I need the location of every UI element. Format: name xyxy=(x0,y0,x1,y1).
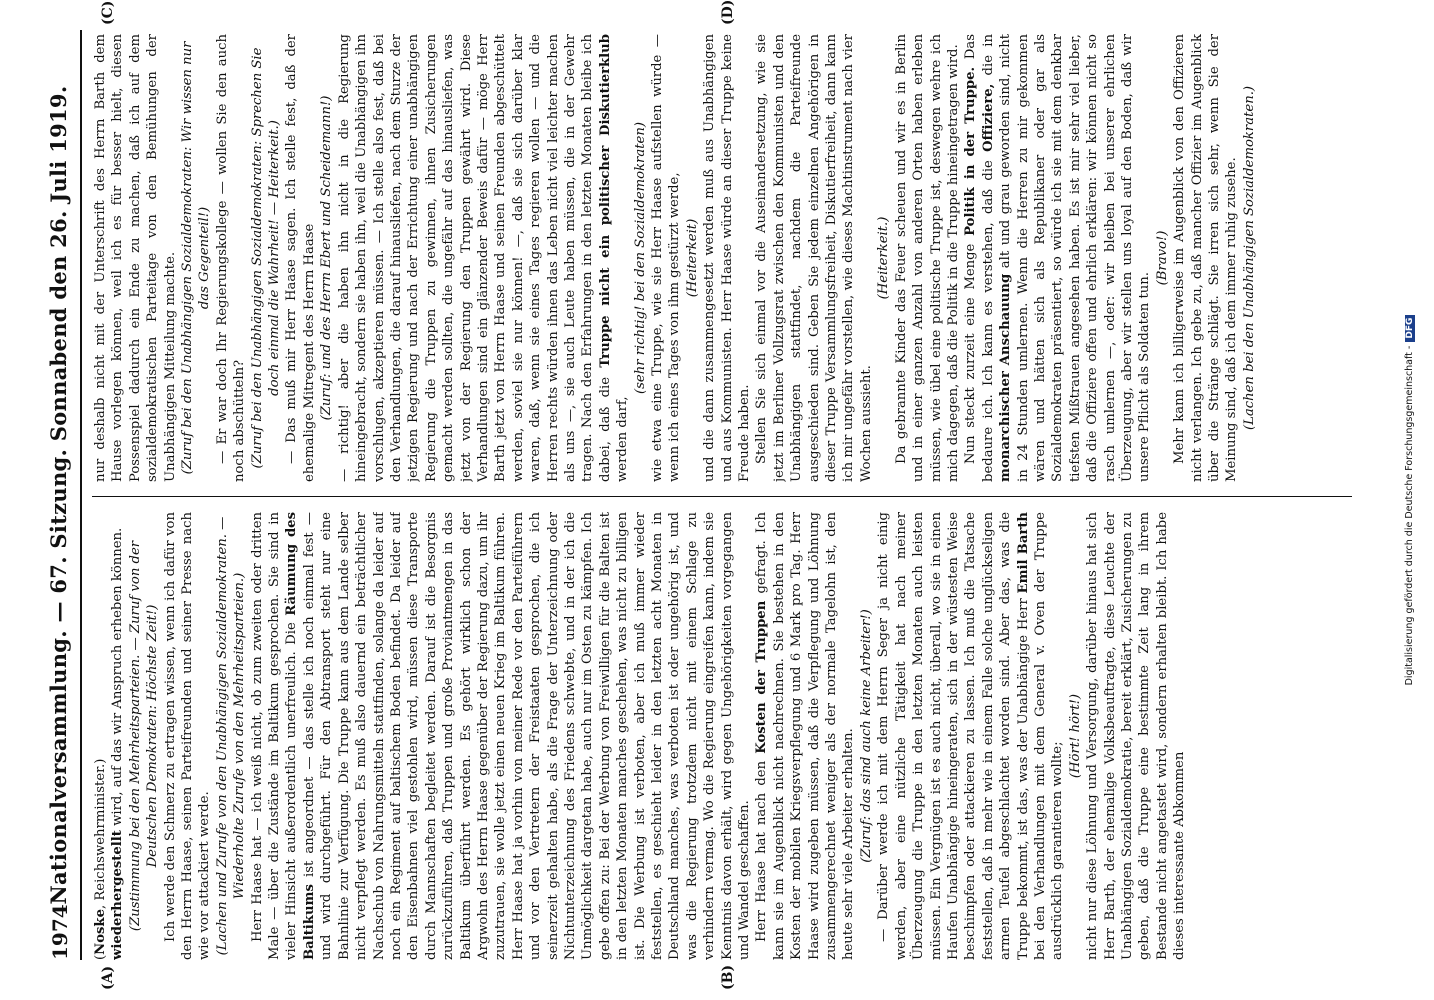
emphasized-text: Kosten der Truppen xyxy=(754,600,770,754)
text-run: Das bedaure ich. Ich kann es verstehen, daß die xyxy=(963,34,996,482)
text-run: (Zuruf: das sind auch keine Arbeiter!) xyxy=(858,609,874,863)
paragraph xyxy=(336,34,632,482)
text-run: bei den Verhandlungen mit dem General v. Oven der Truppe ausdrücklich garantieren wollte; xyxy=(1032,512,1066,960)
paragraph xyxy=(753,512,857,960)
stage-direction xyxy=(1241,34,1258,482)
emphasized-text: monarchischer Anschauung xyxy=(998,273,1014,482)
stage-direction xyxy=(1067,512,1084,960)
stage-direction xyxy=(684,34,701,482)
text-run: Stellen Sie sich einmal vor die Auseinandersetzung, wie sie jetzt im Berliner Vollzugsrat zwischen den Kommunisten und den Unabhängigen stattfindet, nachdem die Parteifreunde ausgeschieden sind. Geben Sie jedem einzelnen Angehörigen in dieser Truppe Versammlungsfreiheit, Diskutierfreiheit, dann kann ich mir ungefähr vorstellen, wie dieses Machtinstrument nach vier Wochen aussieht. xyxy=(754,34,874,482)
digitization-credit-text xyxy=(1404,10,1426,990)
text-run: Nun steckt zurzeit eine Menge xyxy=(963,235,979,464)
emphasized-text: Offiziere, xyxy=(980,83,996,152)
text-run: die in xyxy=(980,34,996,84)
digitization-credit xyxy=(1404,10,1426,990)
stage-direction xyxy=(179,34,214,482)
text-run: — Das muß mir Herr Haase sagen. Ich stelle fest, daß der ehemalige Mitregent des Herrn Haase xyxy=(284,34,317,482)
left-text-column xyxy=(92,512,1352,960)
text-run: (Zustimmung bei den Mehrheitsparteien. — Zuruf von der Deutschen Demokraten: Höchste Zeit!) xyxy=(127,540,161,932)
text-run: Herr Haase hat nach den xyxy=(754,753,770,942)
text-run: nicht nur diese Löhnung und Versorgung, darüber hinaus hat sich Herr Barth, der ehemalige Volksbeauftragte, diese Leuchte der Unabhängigen Sozialdemokratie, bereit erklärt, Zusicherungen zu geben, daß die Truppe eine bestimmte Zeit lang in ihrem Bestande nicht angetastet wird, sondern erhalten bleibt. Ich habe dieses interessante Abkommen xyxy=(1085,512,1188,960)
stage-direction xyxy=(632,34,649,482)
margin-mark-d: (D) xyxy=(720,0,736,25)
page-number: 1974 xyxy=(48,904,72,960)
text-run: (Hört! hört!) xyxy=(1067,693,1083,779)
margin-mark-a: (A) xyxy=(100,965,116,990)
text-run: Da gebrannte Kinder das Feuer scheuen und wir es in Berlin und in einer ganzen Anzahl von anderen Orten haben erleben müssen, wie übel eine politische Truppe ist, deswegen wehre ich mich dagegen, daß die Politik in die Truppe hineingetragen wird. xyxy=(893,34,961,482)
text-run: (Lachen und Zurufe von den Unabhängigen Sozialdemokraten. — Wiederholte Zurufe von den Mehrheitsparteien.) xyxy=(214,516,248,956)
text-run: und die dann zusammengesetzt werden muß aus Unabhängigen und aus Kommunisten. Herr Haase würde an dieser Truppe keine Freude haben. xyxy=(702,34,753,482)
paragraph xyxy=(875,512,1066,960)
newspaper-page xyxy=(40,0,1370,990)
stage-direction xyxy=(1154,34,1171,482)
stage-direction xyxy=(858,512,875,960)
paragraph xyxy=(249,512,754,960)
text-run: (Zuruf bei den Unabhängigen Sozialdemokraten: Sprechen Sie doch einmal die Wahrheit! — Heiterkeit.) xyxy=(249,47,283,469)
text-run: — richtig! aber die haben ihn nicht in die Regierung hineingebracht, sondern sie haben ihn, weil die Unabhängigen ihn vorschlugen, akzeptieren müssen. — Ich stelle also fest, daß bei den Verhandlungen, die darauf hinausliefen, nach dem Sturze der jetzigen Regierung und nach der Errichtung einer unabhängigen Regierung die Truppen zu gewinnen, ihnen Zusicherungen gemacht werden sollten, die ungefähr auf das hinausliefen, was jetzt von der Regierung den Truppen gewährt wird. Diese Verhandlungen sind ein glänzender Beweis dafür — möge Herr Barth jetzt von Herrn Haase und seinen Freunden abgeschüttelt werden, soviel sie nur können! —, daß sie sich darüber klar waren, daß, wenn sie eines Tages regieren wollen — und die Herren rechts würden ihnen das Leben nicht viel leichter machen als uns —, sie auch Leute haben müssen, die in der Gewehr tragen. Nach den Erfahrungen in den letzten Monaten bleibe ich dabei, daß die xyxy=(336,34,613,482)
paragraph xyxy=(701,34,753,482)
text-run: (Heiterkeit.) xyxy=(876,216,892,300)
paragraph xyxy=(92,512,109,960)
dfg-logo: DFG xyxy=(1405,315,1415,342)
running-title: Nationalversammlung. — 67. Sitzung. Sonnabend den 26. Juli 1919. xyxy=(46,85,71,905)
text-run: (Zuruf bei den Unabhängigen Sozialdemokraten: Wir wissen nur das Gegenteil!) xyxy=(180,41,213,475)
emphasized-text: Truppe nicht ein politischer Diskutierklub xyxy=(597,34,613,368)
stage-direction xyxy=(875,34,892,482)
text-run: ist angeordnet — das stelle ich noch einmal fest — und wird durchgeführt. Für den Abtransport steht nur eine Bahnlinie zur Verfügung. Die Truppe kann aus dem Lande selber nicht verpflegt werden. Es muß also dauernd ein beträchtlicher Nachschub von Nahrungsmitteln stattfinden, solange da leider auf noch ein Regiment auf baltischem Boden befindet. Da leider auf den Eisenbahnen viel gestohlen wird, müssen diese Transporte durch Mannschaften begleitet werden. Darauf ist die Besorgnis zurückzuführen, daß Truppen und große Proviantmengen in das Baltikum überführt werden. Es gehört wirklich schon der Argwohn des Herrn Haase gegenüber der Regierung dazu, um ihr zuzutrauen, sie wolle jetzt einen neuen Krieg im Baltikum führen. Herr Haase hat ja vorhin von meiner Rede vor den Parteiführern und vor den Vertretern der Freistaaten gesprochen, die ich seinerzeit gehalten habe, als die Frage der Unterzeichnung oder Nichtunterzeichnung des Friedens schwebte, und in der ich die Unmöglichkeit dargetan habe, auch nur im Osten zu kämpfen. Ich gebe offen zu: Bei der Werbung von Freiwilligen für die Balten ist in den letzten Monaten manches geschehen, was nicht zu billigen ist. Die Werbung ist verboten, aber ich muß immer wieder feststellen, es geschieht leider in den letzten acht Monaten in Deutschland manches, was verboten ist oder ungehörig ist, und was die Regierung trotzdem nicht mit einem Schlage zu verhindern vermag. Wo die Regierung eingreifen kann, indem sie Kenntnis davon erhält, wird gegen Ungehörigkeiten vorgegangen und Wandel geschaffen. xyxy=(301,512,753,960)
paragraph xyxy=(753,34,875,482)
text-run: — Darüber werde ich mit dem Herrn Seger ja nicht einig werden, aber eine nützliche Tätigkeit hat nach meiner Überzeugung die Truppe in den letzten Monaten auch leisten müssen. Ein Vergnügen ist es auch nicht, überall, wo sie in einen Haufen Unabhängige hineingeraten, sich in der wüstesten Weise beschimpfen oder attackieren zu lassen. Ich muß die Tatsache feststellen, daß in mehr wie in einem Falle solche unglückseligen armen Teufel abgeschlachtet worden sind. Aber das, was die Truppe bekommt, ist das, was der Unabhängige Herr xyxy=(876,512,1031,960)
column-divider xyxy=(92,496,1352,497)
speaker-name: Noske xyxy=(93,909,108,955)
text-run: wird, auf das wir Anspruch erheben können. xyxy=(110,527,126,831)
text-run: Mehr kann ich billigerweise im Augenblick von den Offizieren nicht verlangen. Ich gebe zu, daß mancher Offizier im Augenblick über die Stränge schlägt. Sie irren sich sehr, wenn Sie der Meinung sind, daß ich dem immer ruhig zusehe. xyxy=(1172,34,1240,482)
stage-direction xyxy=(318,34,335,482)
emphasized-text: Emil Barth xyxy=(1015,512,1031,594)
margin-mark-b: (B) xyxy=(720,964,736,990)
text-run: (Heiterkeit) xyxy=(684,218,700,298)
text-run: Ich werde den Schmerz zu ertragen wissen, wenn ich dafür von den Herrn Haase, seinen Parteifreunden und seiner Presse nach wie vor attackiert werde. xyxy=(162,512,213,960)
paragraph xyxy=(1084,512,1188,960)
paragraph xyxy=(109,512,126,960)
paragraph xyxy=(962,34,1153,482)
text-run: nur deshalb nicht mit der Unterschrift des Herrn Barth dem Hause vorlegen können, weil ich es für besser hielt, diesen Possenspiel dadurch ein Ende zu machen, daß ich auf dem sozialdemokratischen Parteitage von den Bemühungen der Unabhängigen Mitteilung machte. xyxy=(93,34,178,482)
stage-direction xyxy=(249,34,284,482)
paragraph xyxy=(162,512,214,960)
margin-mark-c: (C) xyxy=(100,0,116,25)
text-run: — Er war doch Ihr Regierungskollege — wollen Sie den auch noch abschütteln? xyxy=(214,34,248,482)
page-header xyxy=(40,30,80,960)
text-run: (Lachen bei den Unabhängigen Sozialdemokraten.) xyxy=(1241,85,1257,431)
paragraph xyxy=(893,34,963,482)
text-run: gefragt. Ich kann sie im Augenblick nicht nachrechnen. Sie bestehen in den Kosten der mobilen Kriegsverpflegung und 6 Mark pro Tag. Herr Haase wird zugeben müssen, daß die Verpflegung und Löhnung zusammengerechnet weniger als der normale Tagelohn ist, den heute sehr viele Arbeiter erhalten. xyxy=(754,512,857,960)
text-run: (Bravo!) xyxy=(1154,230,1170,286)
stage-direction xyxy=(127,512,162,960)
text-run: alt und grau geworden sind, nicht in 24 Stunden umlernen. Wenn die Herren zu mir gekommen wären und hätten sich als Republikaner oder gar als Sozialdemokraten präsentiert, so würde ich sie mit dem denkbar tiefsten Mißtrauen angesehen haben. Es ist mir sehr viel lieber, daß die Offiziere offen und ehrlich erklären: wir können nicht so rasch umlernen —, oder: wir bleiben bei unserer ehrlichen Überzeugung, aber wir stellen uns loyal auf den Boden, daß wir unsere Pflicht als Soldaten tun. xyxy=(998,34,1153,482)
right-text-column xyxy=(92,34,1352,482)
text-run: (sehr richtig! bei den Sozialdemokraten) xyxy=(632,122,648,394)
paragraph xyxy=(92,34,179,482)
text-run: ( xyxy=(93,954,108,960)
text-run: , Reichswehrminister.) xyxy=(93,758,108,910)
emphasized-text: wiederhergestellt xyxy=(110,830,126,960)
header-rule xyxy=(80,30,82,960)
text-run: Herr Haase hat — ich weiß nicht, ob zum zweiten oder dritten Male — über die Zustände im Baltikum gesprochen. Sie sind in vieler Hinsicht außerordentlich unerfreulich. Die xyxy=(249,512,300,960)
paragraph xyxy=(1171,34,1241,482)
credit-label: Digitalisierung gefördert durch die Deutsche Forschungsgemeinschaft - xyxy=(1404,345,1415,686)
text-run: wie etwa eine Truppe, wie sie Herr Haase aufstellen würde — wenn ich eines Tages von ihm gestürzt werde, xyxy=(650,34,683,482)
paragraph xyxy=(283,34,318,482)
text-run: werden darf, xyxy=(615,396,631,482)
stage-direction xyxy=(214,512,249,960)
paragraph xyxy=(214,34,249,482)
text-run: (Zuruf: und des Herrn Ebert und Scheidemann!) xyxy=(319,95,335,421)
paragraph xyxy=(649,34,684,482)
emphasized-text: Politik in der Truppe. xyxy=(963,66,979,236)
emphasized-text: Räumung des Baltikums xyxy=(284,512,317,960)
